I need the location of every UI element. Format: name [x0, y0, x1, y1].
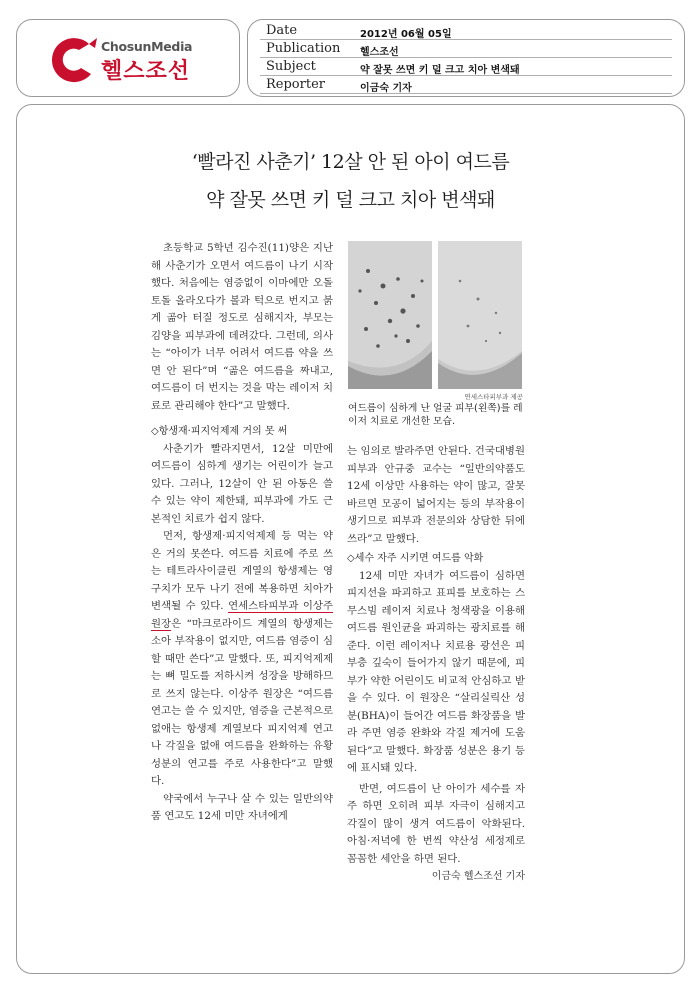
- skin-before-image: [348, 241, 432, 389]
- paragraph-text: 은 “마크로라이드 계열의 항생제는 소아 부작용이 없지만, 여드름 염증이 심할 때만 쓴다”고 말했다. 또, 피지억제제는 뼈 밀도를 저하시켜 성장을 방해하므로 쓰지 않는다. 이상주 원장은 “여드름 연고는 쓸 수 있지만, 염증을 근본적으로 없애는 항생제 계열보다 피지억제 연고나 각질을 없애 여드름을 완화하는 유황성분의 연고를 주로 사용한다”고 말했다.: [151, 617, 333, 787]
- headline-line-1: ‘빨라진 사춘기’ 12살 안 된 아이 여드름: [191, 151, 510, 173]
- meta-row-date: [260, 22, 672, 40]
- meta-row-reporter: [260, 76, 672, 94]
- brand-name-ko: 헬스조선: [101, 59, 191, 84]
- paragraph: [151, 528, 333, 791]
- paragraph: 사춘기가 빨라지면서, 12살 미만에 여드름이 심하게 생기는 어린이가 늘고 있다. 그러나, 12살이 안 된 아동은 쓸 수 있는 약이 제한돼, 피부과에 가도 근본적인 치료가 쉽지 않다.: [151, 442, 333, 525]
- meta-value: 헬스조선: [360, 47, 399, 58]
- article-column-right: [347, 443, 525, 886]
- subheading: ◇세수 자주 시키면 여드름 악화: [347, 553, 484, 564]
- meta-row-subject: [260, 58, 672, 76]
- paragraph: 초등학교 5학년 김수진(11)양은 지난해 사춘기가 오면서 여드름이 나기 시작했다. 처음에는 염증없이 이마에만 오돌토돌 올라오다가 볼과 턱으로 번지고 붉게 곪아 터질 정도로 심해지자, 부모는 김양을 피부과에 데려갔다. 그런데, 의사는 “아이가 너무 어려서 여드름 약을 쓰면 안 된다”며 “곪은 여드름을 짜내고, 여드름이 더 번지는 것을 막는 레이저 치료로 관리해야 한다”고 말했다.: [151, 242, 333, 412]
- highlighted-source: 연세스타피부과 이상주 원장: [151, 600, 333, 630]
- photo-before: [348, 241, 432, 389]
- paragraph: 는 임의로 발라주면 안된다. 건국대병원 피부과 안규중 교수는 “일반의약품도 12세 이상만 사용하는 약이 많고, 잘못 바르면 모공이 넓어지는 등의 부작용이 생기므로 피부과 전문의와 상담한 뒤에 쓰라”고 말했다.: [347, 445, 525, 545]
- meta-label: Publication: [266, 41, 341, 56]
- meta-label: Subject: [266, 59, 316, 74]
- meta-value: 약 잘못 쓰면 키 덜 크고 치아 변색돼: [360, 65, 520, 76]
- logo-panel: [16, 19, 240, 97]
- meta-value: 이금숙 기자: [360, 83, 412, 94]
- headline-line-2: 약 잘못 쓰면 키 덜 크고 치아 변색돼: [206, 189, 495, 211]
- meta-value: 2012년 06월 05일: [360, 29, 452, 40]
- chosun-media-logo-icon: [45, 34, 97, 86]
- paragraph: 12세 미만 자녀가 여드름이 심하면 피지선을 파괴하고 표피를 보호하는 스무스빔 레이저 치료나 청색광을 이용해 여드름 원인균을 파괴하는 광치료를 해 준다. 이런 레이저나 치료용 광선은 피부층 깊숙이 들어가지 않기 때문에, 피부가 약한 어린이도 비교적 안심하고 받을 수 있다. 이 원장은 “살리실릭산 성분(BHA)이 들어간 여드름 화장품을 발라 주면 염증 완화와 각질 제거에 도움된다”고 말했다. 화장품 성분은 용기 등에 표시돼 있다.: [347, 569, 525, 774]
- photo-credit: 연세스타피부과 제공: [464, 393, 523, 401]
- subheading: ◇항생재·피지억제제 거의 못 써: [151, 426, 288, 437]
- article-column-left: [151, 240, 333, 826]
- meta-label: Date: [266, 23, 298, 38]
- paragraph-text: 먼저, 항생제·피지억제제 등 먹는 약은 거의 못쓴다. 여드름 치료에 주로 쓰는 테트라사이클린 계열의 항생제는 영구치가 모두 나기 전에 복용하면 치아가 변색될 수 있다.: [151, 530, 333, 612]
- paragraph: 반면, 여드름이 난 아이가 세수를 자주 하면 오히려 피부 자극이 심해지고 각질이 많이 생겨 여드름이 악화된다. 아침·저녁에 한 번씩 약산성 세정제로 꼼꼼한 세안을 하면 된다.: [347, 782, 525, 865]
- metadata-panel: [247, 19, 685, 97]
- article-panel: [16, 104, 685, 974]
- meta-row-publication: [260, 40, 672, 58]
- skin-after-image: [438, 241, 522, 389]
- photo-caption: 여드름이 심하게 난 얼굴 피부(왼쪽)를 레이저 치료로 개선한 모습.: [348, 403, 523, 427]
- meta-label: Reporter: [266, 77, 325, 92]
- photo-after: [438, 241, 522, 389]
- paragraph: 약국에서 누구나 살 수 있는 일반의약품 연고도 12세 미만 자녀에게: [151, 792, 333, 822]
- brand-name-en: ChosunMedia: [101, 39, 193, 54]
- reporter-signature: 이금숙 헬스조선 기자: [431, 871, 525, 882]
